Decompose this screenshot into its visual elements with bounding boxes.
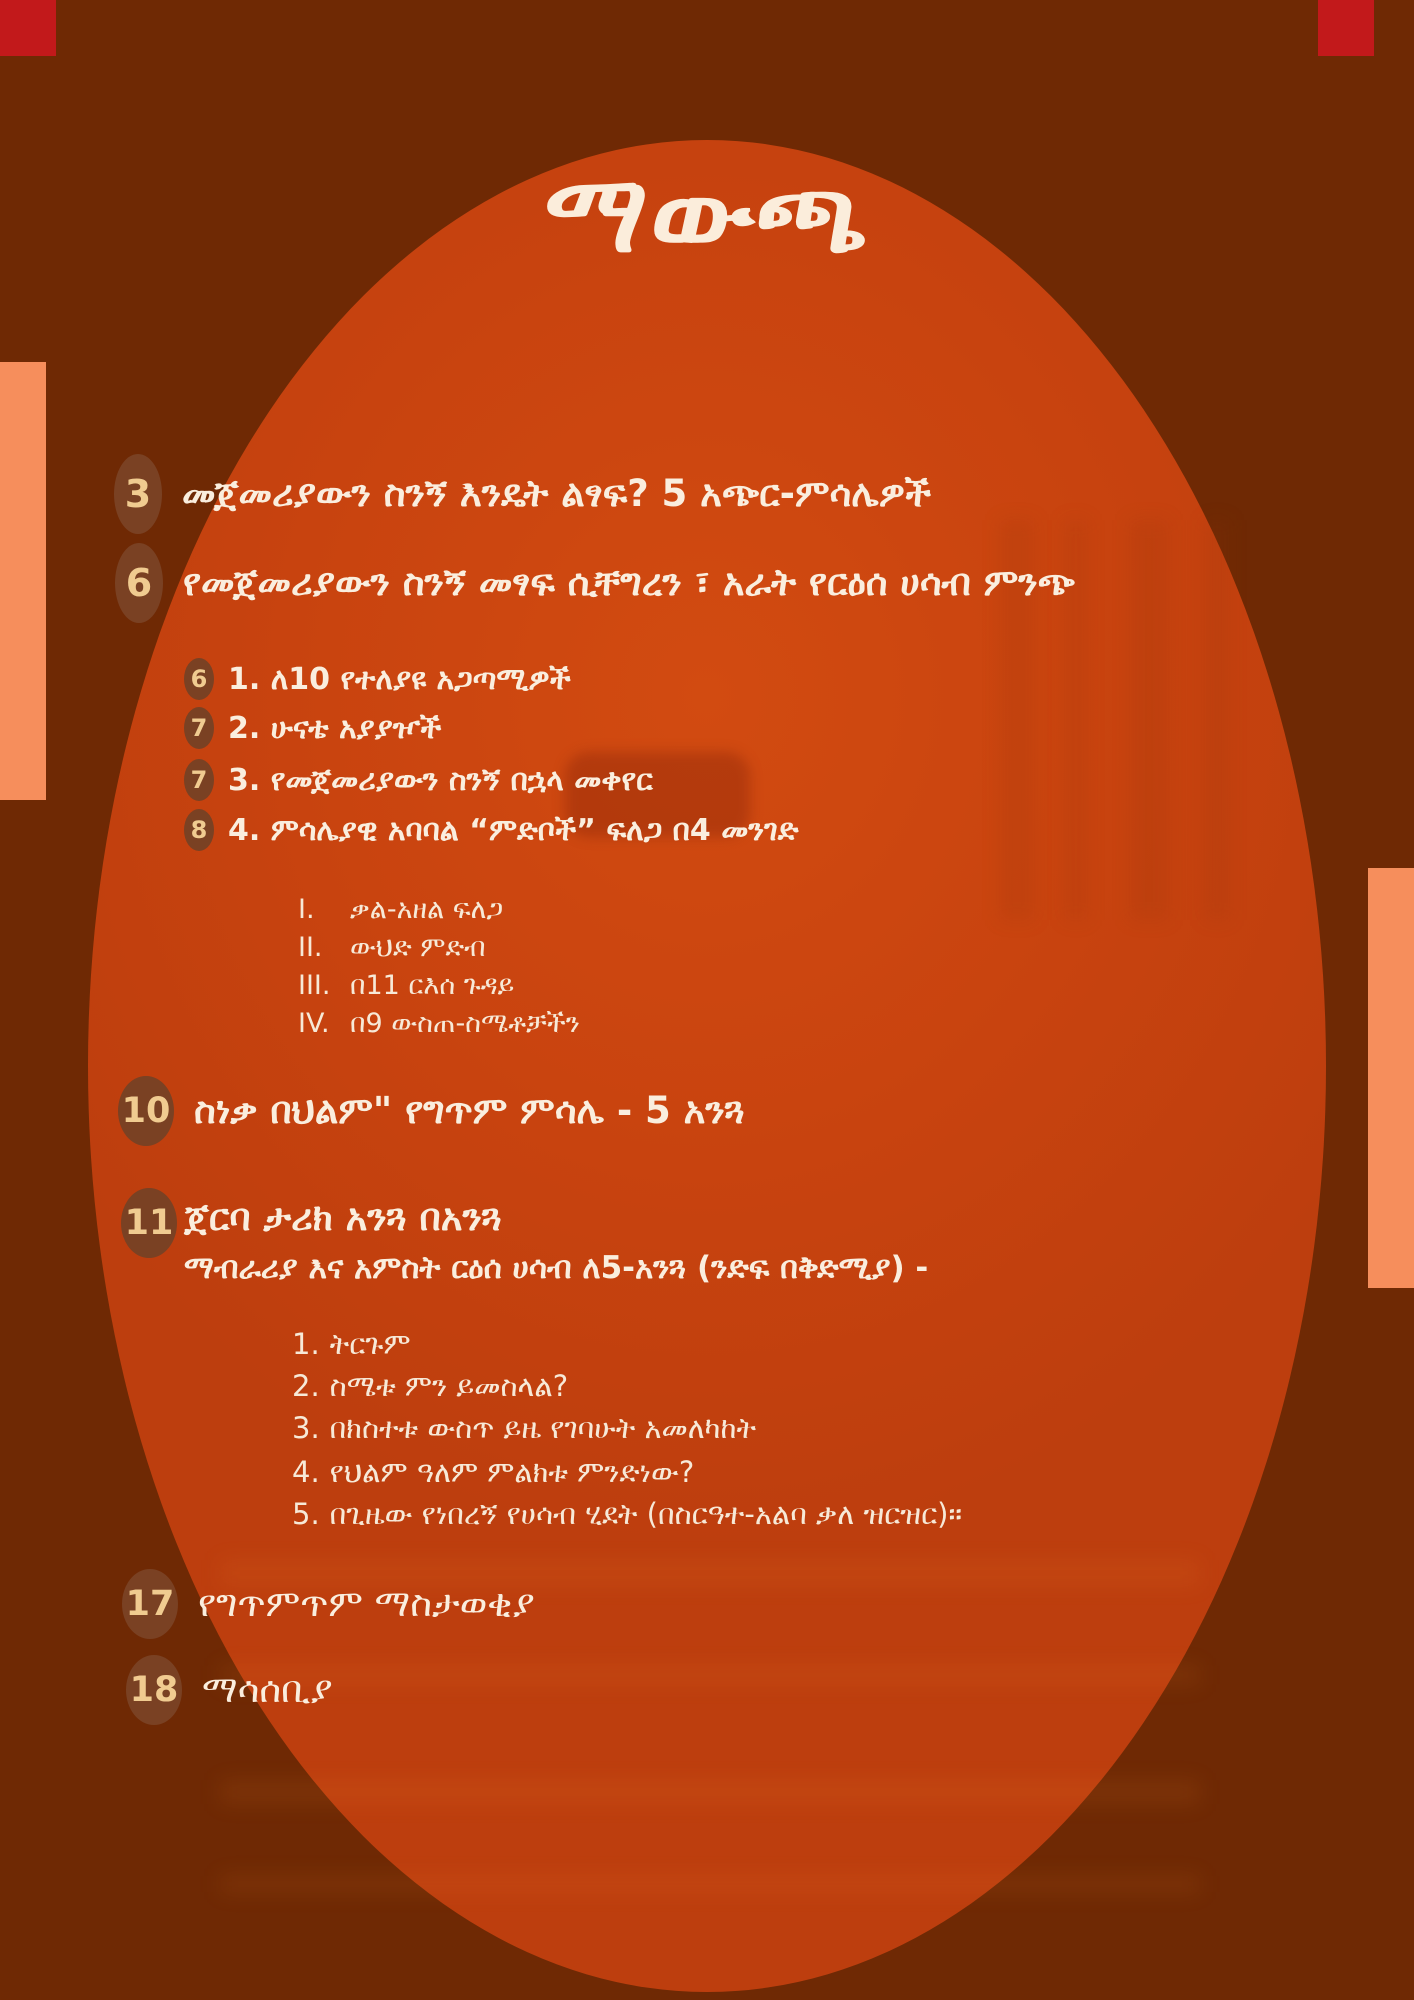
page-number-badge: 11 [121, 1188, 177, 1258]
roman-item-1 [298, 894, 503, 926]
page-number-badge: 10 [118, 1076, 174, 1146]
toc-subentry-1 [184, 657, 571, 701]
item-label: ትርጉም [329, 1327, 411, 1361]
entry-label: ጀርባ ታሪክ አንጓ በአንጓ [184, 1196, 502, 1239]
page-number-badge: 7 [184, 707, 214, 749]
entry-sublabel: ማብራሪያ እና አምስት ርዕሰ ሀሳብ ለ5-አንጓ (ንድፍ በቅድሚያ) - [184, 1250, 929, 1286]
numbered-item-3 [292, 1411, 756, 1446]
toc-entry-6 [115, 541, 1075, 625]
numbered-item-5 [292, 1497, 962, 1532]
page-number-badge: 17 [122, 1569, 178, 1639]
accent-bar-left [0, 362, 46, 800]
toc-subentry-3 [184, 758, 653, 802]
item-number: 3. [292, 1411, 320, 1445]
entry-label: የግጥምጥም ማስታወቂያ [198, 1582, 535, 1625]
numbered-item-2 [292, 1369, 568, 1404]
item-number: 2. [292, 1369, 320, 1403]
page-number-badge: 6 [184, 658, 214, 700]
item-number: 1. [292, 1327, 320, 1361]
roman-label: በ11 ርእሰ ጉዳይ [350, 970, 515, 1001]
numbered-item-1 [292, 1327, 411, 1362]
roman-item-3 [298, 970, 514, 1002]
roman-label: ቃል-አዘል ፍለጋ [350, 894, 504, 925]
toc-subentry-2 [184, 706, 441, 750]
roman-item-2 [298, 932, 486, 964]
item-label: ስሜቱ ምን ይመስላል? [329, 1369, 569, 1403]
entry-label: ስነቃ በህልም" የግጥም ምሳሌ - 5 አንጓ [194, 1089, 745, 1132]
entry-label: ማሳሰቢያ [202, 1668, 333, 1711]
numbered-item-4 [292, 1455, 694, 1490]
entry-label: መጀመሪያውን ስንኝ እንዴት ልፃፍ? 5 አጭር-ምሳሌዎች [182, 472, 932, 515]
roman-numeral: II. [298, 932, 323, 963]
toc-entry-18 [126, 1652, 333, 1728]
roman-item-4 [298, 1008, 580, 1040]
toc-entry-3 [114, 452, 931, 536]
page-number-badge: 3 [114, 454, 162, 534]
accent-bar-right [1368, 868, 1414, 1288]
accent-square-top-right [1318, 0, 1374, 56]
roman-label: በ9 ውስጠ-ስሜቶቻችን [350, 1008, 580, 1039]
item-number: 5. [292, 1497, 320, 1531]
page-number-badge: 6 [115, 543, 163, 623]
roman-numeral: III. [298, 970, 331, 1001]
subentry-label: 1. ለ10 የተለያዩ አጋጣሚዎች [228, 661, 571, 697]
page-title: ማውጫ [544, 152, 870, 277]
roman-label: ውህድ ምድብ [350, 932, 486, 963]
subentry-label: 3. የመጀመሪያውን ስንኝ በኋላ መቀየር [228, 762, 653, 798]
accent-square-top-left [0, 0, 56, 56]
toc-subentry-4 [184, 808, 799, 852]
subentry-label: 4. ምሳሌያዊ አባባል “ምድቦች” ፍለጋ በ4 መንገድ [228, 812, 799, 848]
item-label: በጊዜው የነበረኝ የሀሳብ ሂደት (በስርዓተ-አልባ ቃለ ዝርዝር)። [329, 1497, 963, 1531]
entry-label: የመጀመሪያውን ስንኝ መፃፍ ሲቸግረን ፣ አራት የርዕሰ ሀሳብ ምንጭ [183, 561, 1075, 604]
toc-entry-17 [122, 1566, 535, 1642]
toc-entry-10 [118, 1078, 745, 1144]
roman-numeral: IV. [298, 1008, 330, 1039]
subentry-label: 2. ሁናቴ አያያዦች [228, 710, 442, 746]
page-number-badge: 7 [184, 759, 214, 801]
item-label: በክስተቱ ውስጥ ይዜ የገባሁት አመለካከት [329, 1411, 757, 1445]
page-number-badge: 18 [126, 1655, 182, 1725]
page-number-badge: 8 [184, 809, 214, 851]
item-number: 4. [292, 1455, 320, 1489]
roman-numeral: I. [298, 894, 315, 925]
item-label: የህልም ዓለም ምልክቱ ምንድነው? [329, 1455, 695, 1489]
